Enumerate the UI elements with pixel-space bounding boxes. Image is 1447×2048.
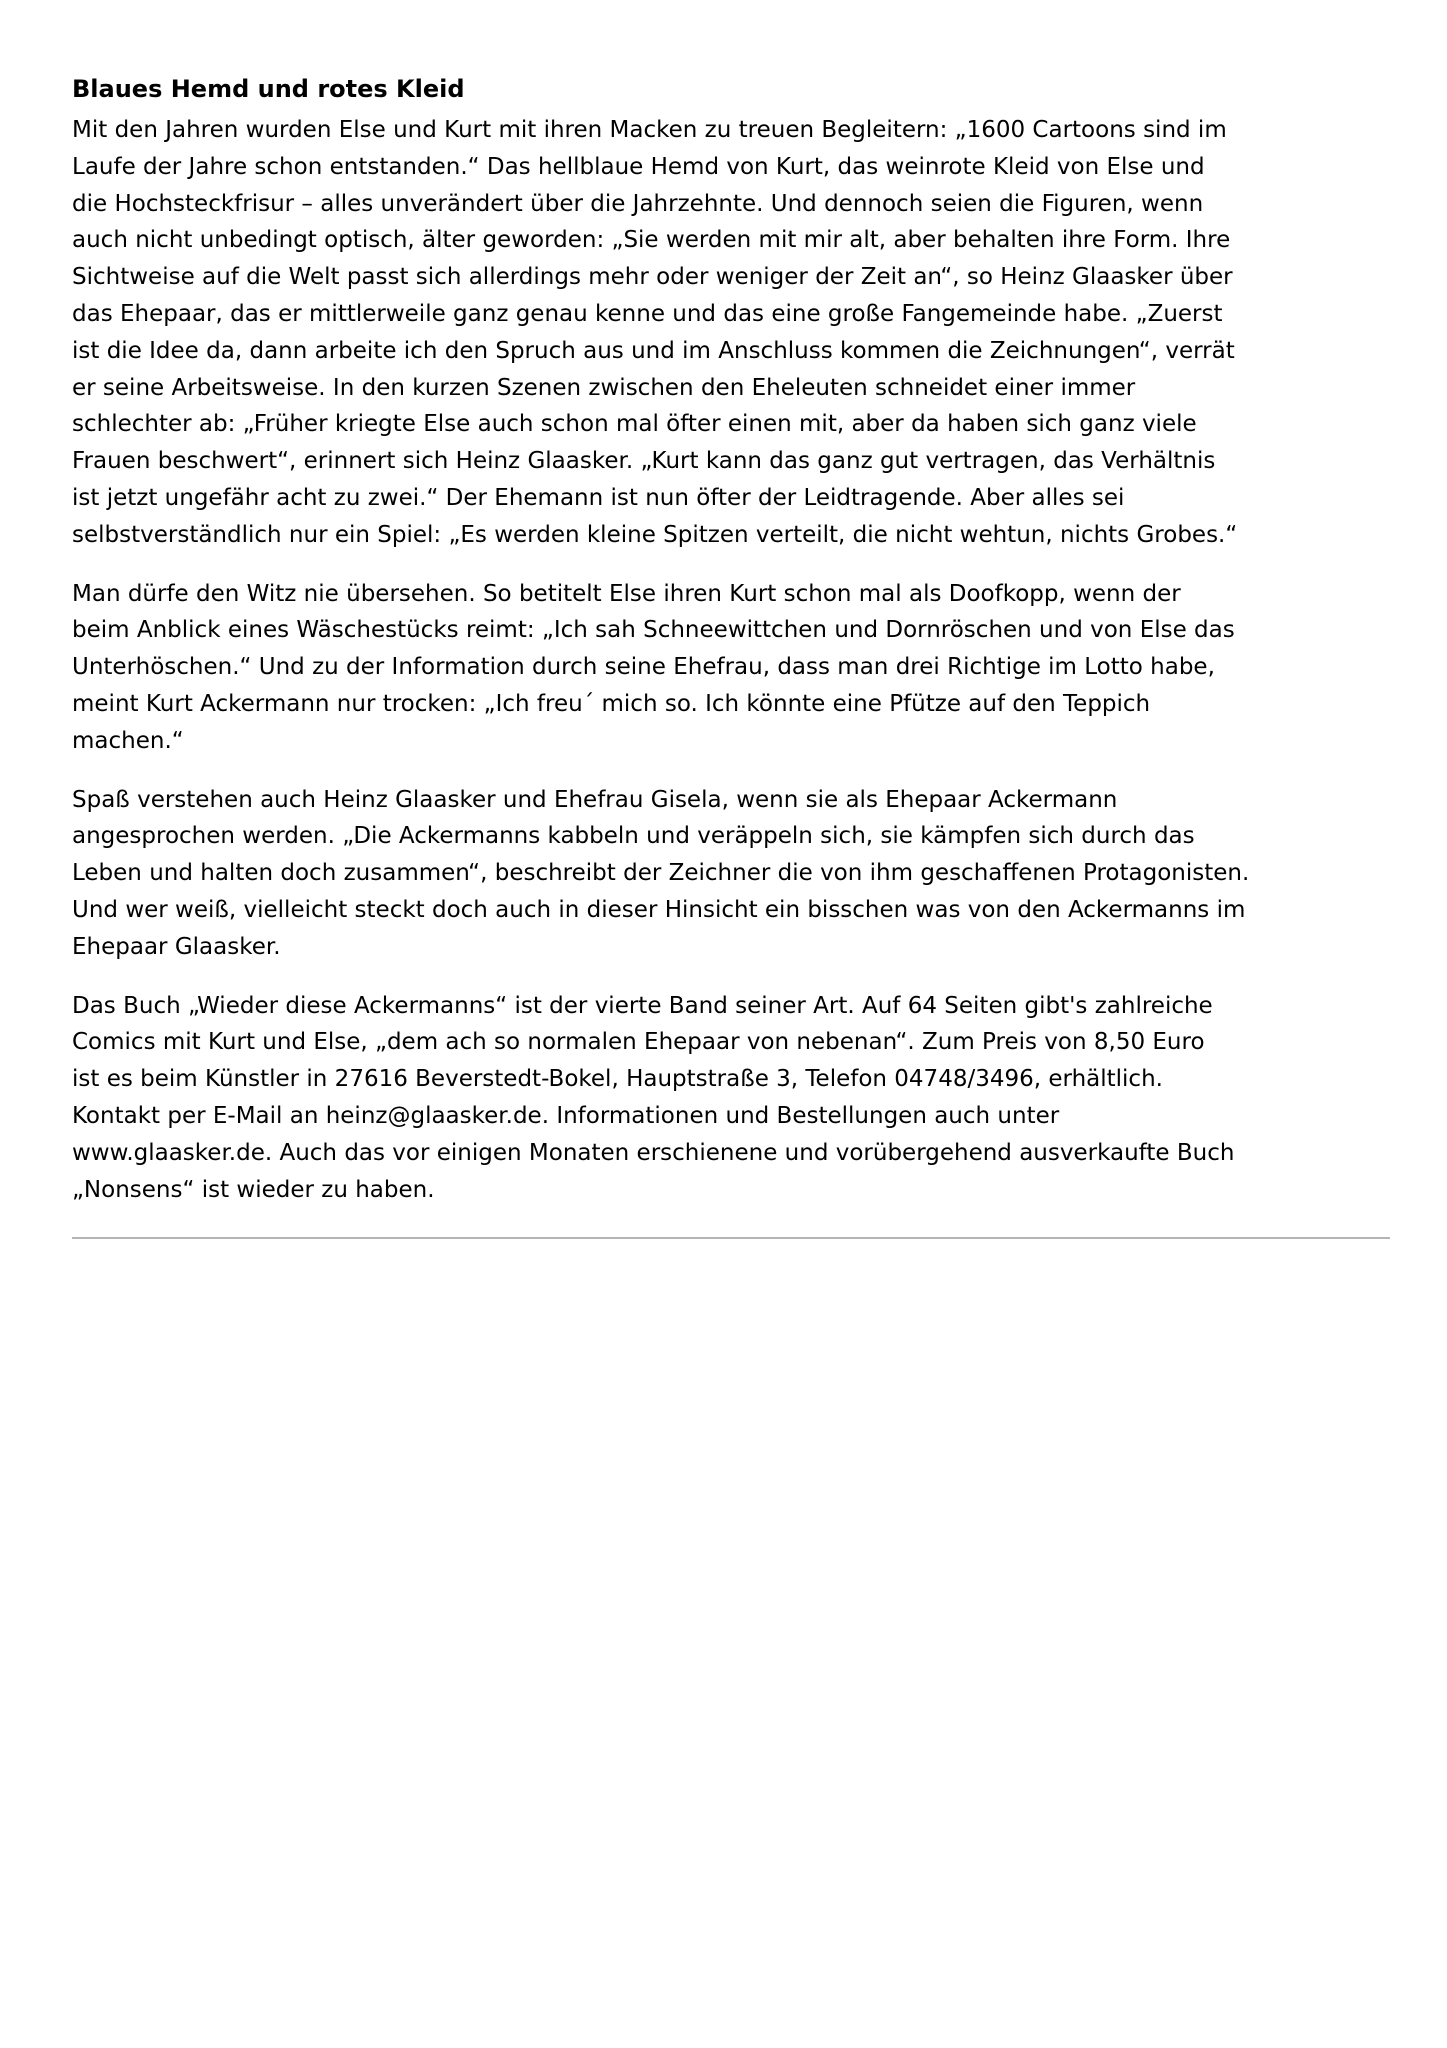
text-line: machen.“ [72, 727, 184, 754]
text-line: Spaß verstehen auch Heinz Glaasker und Ehefrau Gisela, wenn sie als Ehepaar Ackermann [72, 786, 1118, 813]
text-line: das Ehepaar, das er mittlerweile ganz genau kenne und das eine große Fangemeinde habe. „Zuerst [72, 300, 1223, 327]
text-line: Kontakt per E-Mail an heinz@glaasker.de. Informationen und Bestellungen auch unter [72, 1102, 1060, 1129]
paragraph [72, 988, 1390, 1209]
text-line: angesprochen werden. „Die Ackermanns kabbeln und veräppeln sich, sie kämpfen sich durch das [72, 823, 1195, 850]
text-line: Comics mit Kurt und Else, „dem ach so normalen Ehepaar von nebenan“. Zum Preis von 8,50 Euro [72, 1029, 1205, 1056]
paragraph [72, 782, 1390, 966]
text-line: ist jetzt ungefähr acht zu zwei.“ Der Ehemann ist nun öfter der Leidtragende. Aber alles sei [72, 484, 1125, 511]
text-line: Sichtweise auf die Welt passt sich allerdings mehr oder weniger der Zeit an“, so Heinz Glaasker über [72, 264, 1233, 291]
text-line: Frauen beschwert“, erinnert sich Heinz Glaasker. „Kurt kann das ganz gut vertragen, das Verhältnis [72, 448, 1216, 475]
text-line: auch nicht unbedingt optisch, älter geworden: „Sie werden mit mir alt, aber behalten ihre Form. Ihre [72, 227, 1231, 254]
horizontal-divider [72, 1237, 1390, 1239]
paragraph [72, 576, 1390, 760]
article-title: Blaues Hemd und rotes Kleid [72, 75, 465, 103]
text-line: schlechter ab: „Früher kriegte Else auch schon mal öfter einen mit, aber da haben sich ganz viele [72, 411, 1197, 438]
text-line: Mit den Jahren wurden Else und Kurt mit ihren Macken zu treuen Begleitern: „1600 Cartoons sind im [72, 117, 1227, 143]
text-line: Ehepaar Glaasker. [72, 933, 281, 960]
text-line: Laufe der Jahre schon entstanden.“ Das hellblaue Hemd von Kurt, das weinrote Kleid von Else und [72, 153, 1205, 180]
text-line: beim Anblick eines Wäschestücks reimt: „Ich sah Schneewittchen und Dornröschen und von Else das [72, 617, 1235, 644]
text-line: Und wer weiß, vielleicht steckt doch auch in dieser Hinsicht ein bisschen was von den Ackermanns im [72, 896, 1246, 923]
text-line: www.glaasker.de. Auch das vor einigen Monaten erschienene und vorübergehend ausverkaufte Buch [72, 1139, 1235, 1166]
paragraph [72, 112, 1390, 554]
text-line: selbstverständlich nur ein Spiel: „Es werden kleine Spitzen verteilt, die nicht wehtun, nichts Grobes.“ [72, 521, 1238, 548]
text-line: ist die Idee da, dann arbeite ich den Spruch aus und im Anschluss kommen die Zeichnungen“, verrät [72, 337, 1235, 364]
text-line: ist es beim Künstler in 27616 Beverstedt-Bokel, Hauptstraße 3, Telefon 04748/3496, erhältlich. [72, 1066, 1163, 1093]
article [72, 74, 1390, 1230]
text-line: Unterhöschen.“ Und zu der Information durch seine Ehefrau, dass man drei Richtige im Lotto habe, [72, 654, 1215, 681]
text-line: er seine Arbeitsweise. In den kurzen Szenen zwischen den Eheleuten schneidet einer immer [72, 374, 1136, 401]
text-line: die Hochsteckfrisur – alles unverändert über die Jahrzehnte. Und dennoch seien die Figuren, wenn [72, 190, 1204, 217]
text-line: Man dürfe den Witz nie übersehen. So betitelt Else ihren Kurt schon mal als Doofkopp, wenn der [72, 580, 1181, 607]
text-line: „Nonsens“ ist wieder zu haben. [72, 1176, 435, 1203]
text-line: Leben und halten doch zusammen“, beschreibt der Zeichner die von ihm geschaffenen Protagonisten. [72, 860, 1250, 887]
text-line: Das Buch „Wieder diese Ackermanns“ ist der vierte Band seiner Art. Auf 64 Seiten gibt's zahlreiche [72, 992, 1213, 1019]
text-line: meint Kurt Ackermann nur trocken: „Ich freu´ mich so. Ich könnte eine Pfütze auf den Teppich [72, 690, 1151, 717]
